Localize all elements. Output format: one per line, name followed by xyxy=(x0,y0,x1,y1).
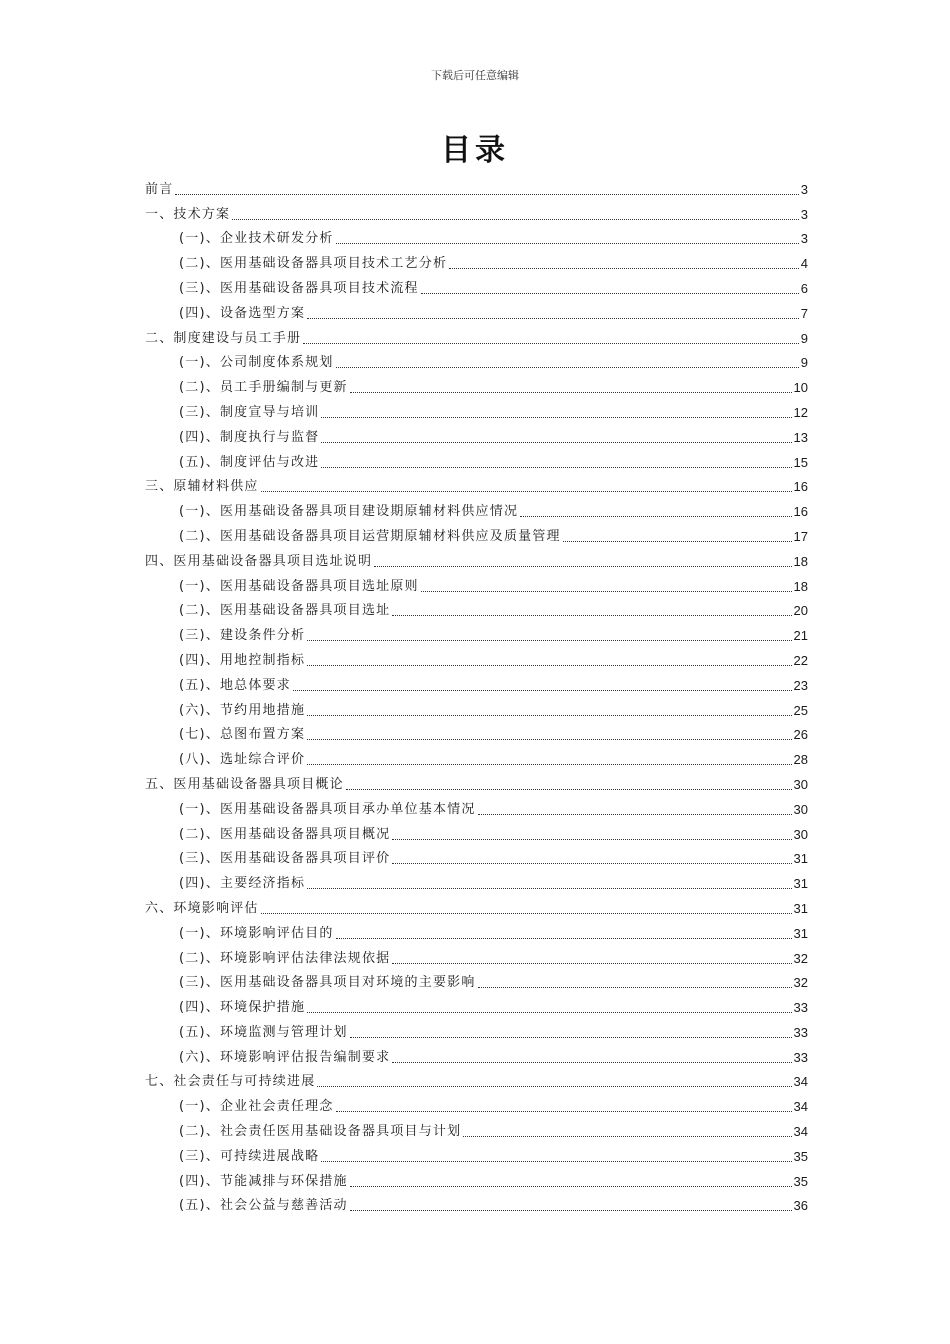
toc-entry-label: (八)、选址综合评价 xyxy=(179,752,306,768)
toc-entry[interactable] xyxy=(145,298,808,323)
toc-entry-label: (三)、医用基础设备器具项目评价 xyxy=(179,851,391,867)
toc-entry-page: 12 xyxy=(793,404,808,420)
toc-dot-leader xyxy=(392,1062,791,1063)
toc-dot-leader xyxy=(321,467,791,468)
toc-entry-label: (四)、主要经济指标 xyxy=(179,876,306,892)
toc-dot-leader xyxy=(478,987,792,988)
toc-entry[interactable] xyxy=(145,224,808,249)
toc-dot-leader xyxy=(307,739,791,740)
toc-dot-leader xyxy=(321,442,791,443)
toc-entry[interactable] xyxy=(145,496,808,521)
toc-dot-leader xyxy=(307,764,791,765)
toc-entry-page: 31 xyxy=(793,900,808,916)
toc-dot-leader xyxy=(350,1210,792,1211)
toc-dot-leader xyxy=(303,343,799,344)
toc-dot-leader xyxy=(307,318,799,319)
toc-entry[interactable] xyxy=(145,794,808,819)
toc-entry-label: (四)、用地控制指标 xyxy=(179,652,306,668)
toc-entry-page: 32 xyxy=(793,975,808,991)
toc-entry-page: 15 xyxy=(793,454,808,470)
toc-dot-leader xyxy=(232,219,799,220)
toc-entry-page: 25 xyxy=(793,702,808,718)
toc-entry-page: 17 xyxy=(793,528,808,544)
toc-entry[interactable] xyxy=(145,1042,808,1067)
toc-dot-leader xyxy=(336,367,799,368)
toc-entry-label: (一)、医用基础设备器具项目承办单位基本情况 xyxy=(179,801,476,817)
toc-dot-leader xyxy=(307,665,791,666)
toc-entry-label: (一)、公司制度体系规划 xyxy=(179,355,334,371)
toc-entry-page: 31 xyxy=(793,925,808,941)
toc-entry[interactable] xyxy=(145,199,808,224)
toc-entry-label: (三)、医用基础设备器具项目技术流程 xyxy=(179,280,419,296)
toc-entry-page: 36 xyxy=(793,1198,808,1214)
toc-entry[interactable] xyxy=(145,1166,808,1191)
toc-entry-label: 六、环境影响评估 xyxy=(145,900,259,916)
toc-dot-leader xyxy=(307,1012,791,1013)
toc-entry-page: 10 xyxy=(793,380,808,396)
toc-entry-label: (二)、医用基础设备器具项目技术工艺分析 xyxy=(179,256,448,272)
toc-entry[interactable] xyxy=(145,1116,808,1141)
toc-entry-label: 四、医用基础设备器具项目选址说明 xyxy=(145,553,373,569)
toc-entry[interactable] xyxy=(145,348,808,373)
toc-entry[interactable] xyxy=(145,521,808,546)
toc-entry-page: 34 xyxy=(793,1074,808,1090)
toc-dot-leader xyxy=(350,1037,792,1038)
toc-entry-page: 26 xyxy=(793,727,808,743)
toc-entry[interactable] xyxy=(145,1091,808,1116)
toc-entry-page: 35 xyxy=(793,1173,808,1189)
toc-dot-leader xyxy=(374,566,791,567)
toc-dot-leader xyxy=(307,640,791,641)
toc-entry-page: 33 xyxy=(793,1024,808,1040)
toc-dot-leader xyxy=(478,814,792,815)
toc-dot-leader xyxy=(307,715,791,716)
toc-entry-label: (一)、医用基础设备器具项目选址原则 xyxy=(179,578,419,594)
toc-entry-label: 三、原辅材料供应 xyxy=(145,479,259,495)
toc-entry-page: 30 xyxy=(793,826,808,842)
toc-entry-page: 13 xyxy=(793,429,808,445)
toc-entry[interactable] xyxy=(145,323,808,348)
toc-entry[interactable] xyxy=(145,992,808,1017)
toc-entry-page: 9 xyxy=(800,330,808,346)
toc-entry-page: 28 xyxy=(793,752,808,768)
toc-entry-page: 34 xyxy=(793,1124,808,1140)
toc-dot-leader xyxy=(392,863,791,864)
toc-entry-label: 一、技术方案 xyxy=(145,206,231,222)
toc-entry-page: 21 xyxy=(793,628,808,644)
toc-dot-leader xyxy=(392,963,791,964)
toc-entry-label: (一)、企业社会责任理念 xyxy=(179,1099,334,1115)
toc-entry[interactable] xyxy=(145,1141,808,1166)
toc-entry[interactable] xyxy=(145,422,808,447)
toc-entry[interactable] xyxy=(145,1191,808,1216)
toc-entry-page: 4 xyxy=(800,256,808,272)
toc-entry-page: 33 xyxy=(793,1000,808,1016)
toc-entry-label: (三)、制度宣导与培训 xyxy=(179,404,320,420)
toc-dot-leader xyxy=(563,541,792,542)
toc-dot-leader xyxy=(261,913,792,914)
toc-entry[interactable] xyxy=(145,372,808,397)
toc-entry-label: (一)、环境影响评估目的 xyxy=(179,925,334,941)
toc-entry[interactable] xyxy=(145,868,808,893)
toc-entry-label: (六)、环境影响评估报告编制要求 xyxy=(179,1049,391,1065)
toc-entry-page: 16 xyxy=(793,504,808,520)
toc-entry-page: 18 xyxy=(793,578,808,594)
toc-entry-label: (二)、环境影响评估法律法规依据 xyxy=(179,950,391,966)
toc-title: 目录 xyxy=(441,133,509,168)
toc-entry-label: 二、制度建设与员工手册 xyxy=(145,330,302,346)
toc-entry-page: 32 xyxy=(793,950,808,966)
toc-entry[interactable] xyxy=(145,695,808,720)
toc-entry[interactable] xyxy=(145,1067,808,1092)
toc-entry[interactable] xyxy=(145,943,808,968)
toc-entry-page: 31 xyxy=(793,851,808,867)
toc-entry-label: (五)、环境监测与管理计划 xyxy=(179,1024,348,1040)
toc-entry-label: 前言 xyxy=(145,181,174,197)
toc-entry-label: (三)、可持续进展战略 xyxy=(179,1148,320,1164)
toc-entry-label: (一)、企业技术研发分析 xyxy=(179,231,334,247)
toc-dot-leader xyxy=(307,888,791,889)
toc-dot-leader xyxy=(449,268,799,269)
toc-dot-leader xyxy=(321,1161,791,1162)
toc-dot-leader xyxy=(293,690,792,691)
toc-entry-page: 6 xyxy=(800,280,808,296)
toc-entry-page: 30 xyxy=(793,801,808,817)
toc-dot-leader xyxy=(421,293,799,294)
toc-entry[interactable] xyxy=(145,844,808,869)
toc-entry[interactable] xyxy=(145,248,808,273)
toc-entry[interactable] xyxy=(145,273,808,298)
toc-entry-page: 3 xyxy=(800,181,808,197)
toc-dot-leader xyxy=(336,938,792,939)
toc-entry-label: (五)、制度评估与改进 xyxy=(179,454,320,470)
toc-entry[interactable] xyxy=(145,596,808,621)
toc-entry-label: (一)、医用基础设备器具项目建设期原辅材料供应情况 xyxy=(179,504,519,520)
toc-dot-leader xyxy=(336,243,799,244)
toc-entry-page: 30 xyxy=(793,776,808,792)
toc-entry[interactable] xyxy=(145,1017,808,1042)
toc-entry-page: 35 xyxy=(793,1148,808,1164)
toc-entry[interactable] xyxy=(145,571,808,596)
toc-entry-page: 9 xyxy=(800,355,808,371)
toc-entry-label: (二)、医用基础设备器具项目运营期原辅材料供应及质量管理 xyxy=(179,528,561,544)
toc-entry-label: (三)、建设条件分析 xyxy=(179,628,306,644)
toc-entry-label: 七、社会责任与可持续进展 xyxy=(145,1074,316,1090)
toc-entry-page: 16 xyxy=(793,479,808,495)
toc-dot-leader xyxy=(520,516,791,517)
toc-entry-label: (二)、社会责任医用基础设备器具项目与计划 xyxy=(179,1124,462,1140)
toc-entry[interactable] xyxy=(145,918,808,943)
toc-entry[interactable] xyxy=(145,472,808,497)
toc-dot-leader xyxy=(317,1086,791,1087)
toc-entry-label: (六)、节约用地措施 xyxy=(179,702,306,718)
toc-entry[interactable] xyxy=(145,744,808,769)
toc-entry-page: 34 xyxy=(793,1099,808,1115)
toc-entry-label: (七)、总图布置方案 xyxy=(179,727,306,743)
toc-entry-label: (四)、环境保护措施 xyxy=(179,1000,306,1016)
toc-entry-page: 7 xyxy=(800,305,808,321)
toc-dot-leader xyxy=(463,1136,791,1137)
toc-entry-page: 18 xyxy=(793,553,808,569)
toc-entry-page: 3 xyxy=(800,231,808,247)
toc-entry[interactable] xyxy=(145,397,808,422)
toc-dot-leader xyxy=(175,194,798,195)
toc-dot-leader xyxy=(350,1186,792,1187)
toc-entry[interactable] xyxy=(145,620,808,645)
toc-dot-leader xyxy=(392,839,791,840)
toc-entry-label: (五)、社会公益与慈善活动 xyxy=(179,1198,348,1214)
toc-entry[interactable] xyxy=(145,819,808,844)
table-of-contents xyxy=(145,174,808,1215)
toc-dot-leader xyxy=(350,392,792,393)
toc-entry-page: 31 xyxy=(793,876,808,892)
toc-entry[interactable] xyxy=(145,769,808,794)
toc-entry-page: 33 xyxy=(793,1049,808,1065)
toc-entry-page: 22 xyxy=(793,652,808,668)
toc-entry-page: 3 xyxy=(800,206,808,222)
toc-entry[interactable] xyxy=(145,720,808,745)
toc-entry[interactable] xyxy=(145,670,808,695)
toc-entry-label: (五)、地总体要求 xyxy=(179,677,291,693)
toc-entry[interactable] xyxy=(145,546,808,571)
toc-entry[interactable] xyxy=(145,447,808,472)
toc-entry-label: 五、医用基础设备器具项目概论 xyxy=(145,776,344,792)
toc-entry[interactable] xyxy=(145,174,808,199)
toc-dot-leader xyxy=(321,417,791,418)
toc-dot-leader xyxy=(346,789,792,790)
toc-entry[interactable] xyxy=(145,893,808,918)
toc-dot-leader xyxy=(336,1111,792,1112)
toc-entry[interactable] xyxy=(145,645,808,670)
toc-dot-leader xyxy=(261,491,792,492)
toc-entry-label: (四)、制度执行与监督 xyxy=(179,429,320,445)
toc-entry[interactable] xyxy=(145,968,808,993)
toc-entry-label: (二)、医用基础设备器具项目概况 xyxy=(179,826,391,842)
toc-entry-label: (三)、医用基础设备器具项目对环境的主要影响 xyxy=(179,975,476,991)
toc-entry-page: 20 xyxy=(793,603,808,619)
toc-entry-label: (四)、设备选型方案 xyxy=(179,305,306,321)
toc-entry-page: 23 xyxy=(793,677,808,693)
toc-dot-leader xyxy=(421,591,792,592)
header-note: 下载后可任意编辑 xyxy=(431,69,519,82)
toc-entry-label: (二)、员工手册编制与更新 xyxy=(179,380,348,396)
toc-entry-label: (四)、节能减排与环保措施 xyxy=(179,1173,348,1189)
toc-entry-label: (二)、医用基础设备器具项目选址 xyxy=(179,603,391,619)
toc-dot-leader xyxy=(392,615,791,616)
